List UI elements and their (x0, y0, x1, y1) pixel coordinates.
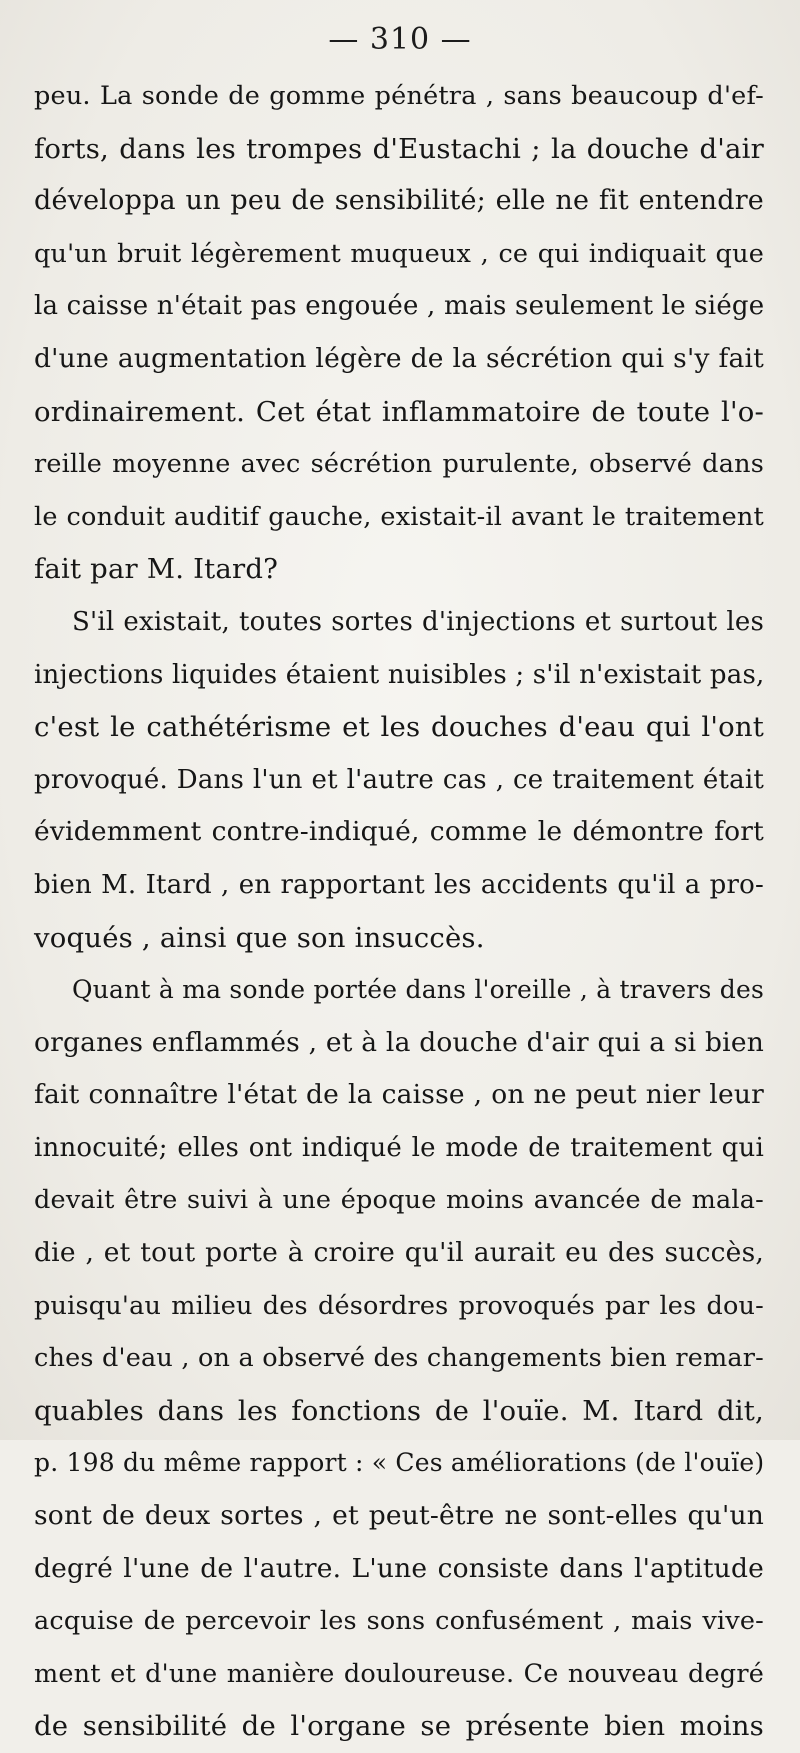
text-line: S'il existait, toutes sortes d'injections et surtout les (72, 606, 764, 637)
text-line: organes enflammés , et à la douche d'air qui a si bien (34, 1026, 764, 1058)
text-line: d'une augmentation légère de la sécrétion qui s'y fait (34, 342, 764, 374)
text-line: ment et d'une manière douloureuse. Ce nouveau degré (34, 1658, 764, 1689)
text-line: évidemment contre-indiqué, comme le démontre fort (34, 816, 764, 848)
text-line: innocuité; elles ont indiqué le mode de traitement qui (34, 1132, 764, 1163)
text-line: puisqu'au milieu des désordres provoqués par les dou- (34, 1290, 764, 1321)
text-line: fait par M. Itard? (34, 553, 279, 586)
text-line: ordinairement. Cet état inflammatoire de toute l'o- (34, 395, 764, 428)
text-line: de sensibilité de l'organe se présente bien moins (34, 1710, 764, 1743)
text-line: quables dans les fonctions de l'ouïe. M. Itard dit, (34, 1394, 764, 1427)
text-line: forts, dans les trompes d'Eustachi ; la douche d'air (34, 132, 764, 165)
text-line: voqués , ainsi que son insuccès. (34, 921, 485, 954)
text-line: peu. La sonde de gomme pénétra , sans beaucoup d'ef- (34, 81, 764, 111)
body-text (34, 70, 764, 1753)
text-line: reille moyenne avec sécrétion purulente, observé dans (34, 449, 764, 480)
text-line: ches d'eau , on a observé des changements bien remar- (34, 1343, 764, 1374)
text-line: développa un peu de sensibilité; elle ne fit entendre (34, 185, 764, 217)
text-line: le conduit auditif gauche, existait-il avant le traitement (34, 501, 764, 532)
text-line: c'est le cathétérisme et les douches d'eau qui l'ont (34, 711, 764, 744)
text-line: la caisse n'était pas engouée , mais seulement le siége (34, 291, 765, 322)
text-line: devait être suivi à une époque moins avancée de mala- (34, 1185, 764, 1216)
text-line: bien M. Itard , en rapportant les accidents qu'il a pro- (34, 869, 764, 900)
text-line: fait connaître l'état de la caisse , on ne peut nier leur (34, 1079, 764, 1111)
text-line: injections liquides étaient nuisibles ; s'il n'existait pas, (34, 659, 765, 690)
text-line: provoqué. Dans l'un et l'autre cas , ce traitement était (34, 764, 764, 795)
text-line: sont de deux sortes , et peut-être ne sont-elles qu'un (34, 1500, 764, 1532)
text-line: acquise de percevoir les sons confusément , mais vive- (34, 1606, 764, 1637)
text-line: degré l'une de l'autre. L'une consiste dans l'aptitude (34, 1552, 764, 1584)
text-line: die , et tout porte à croire qu'il aurait eu des succès, (34, 1237, 764, 1269)
text-line: Quant à ma sonde portée dans l'oreille , à travers des (72, 975, 764, 1005)
page-number: — 310 — (328, 22, 472, 57)
text-line: p. 198 du même rapport : « Ces améliorations (de l'ouïe) (34, 1448, 765, 1478)
text-line: qu'un bruit légèrement muqueux , ce qui indiquait que (34, 238, 764, 269)
